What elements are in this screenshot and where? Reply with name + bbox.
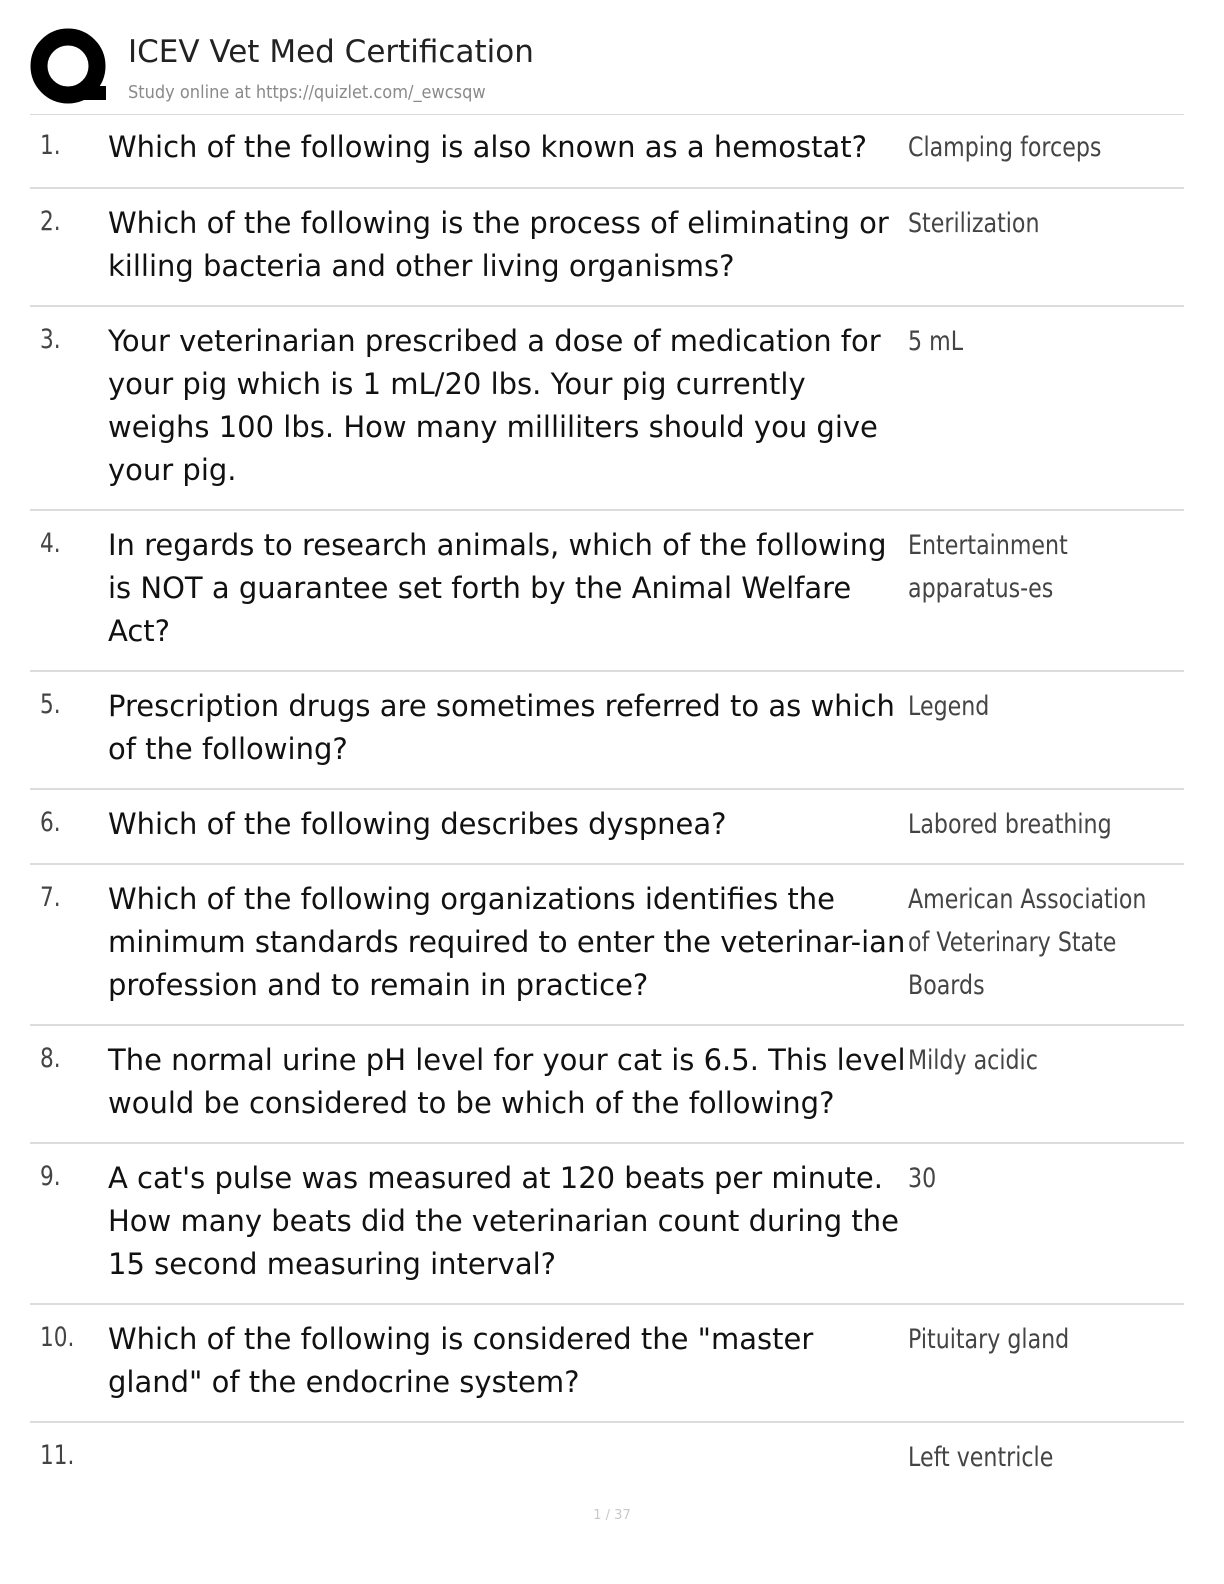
card-answer: Pituitary gland [908, 1324, 1070, 1355]
list-item [30, 1144, 1184, 1305]
page-number: 1 / 37 [593, 1508, 631, 1523]
card-question: In regards to research animals, which of the following is NOT a guarantee set forth by the Animal Welfare Act? [108, 528, 887, 648]
list-item [30, 511, 1184, 672]
card-number: 8. [40, 1043, 61, 1074]
card-answer: 30 [908, 1163, 937, 1194]
flashcard-list [30, 114, 1184, 1498]
card-answer: Clamping forceps [908, 132, 1102, 163]
card-answer: Labored breathing [908, 809, 1112, 840]
card-number: 7. [40, 882, 61, 913]
card-question: Which of the following organizations identifies the minimum standards required to enter the veterinar-ian profession and to remain in practice? [108, 882, 906, 1002]
card-answer: Sterilization [908, 208, 1040, 239]
page-header [30, 28, 1184, 115]
card-question: Which of the following is considered the "master gland" of the endocrine system? [108, 1322, 814, 1399]
quizlet-logo-icon [30, 28, 110, 108]
set-title: ICEV Vet Med Certification [128, 34, 534, 70]
list-item [30, 307, 1184, 511]
card-number: 10. [40, 1322, 75, 1353]
card-question: The normal urine pH level for your cat is 6.5. This level would be considered to be which of the following? [108, 1043, 906, 1120]
card-number: 9. [40, 1161, 61, 1192]
card-number: 4. [40, 528, 61, 559]
list-item [30, 1423, 1184, 1498]
card-question: Which of the following is also known as a hemostat? [108, 130, 868, 164]
study-online-link[interactable]: Study online at https://quizlet.com/_ewcsqw [128, 82, 486, 103]
list-item [30, 189, 1184, 307]
card-question: Prescription drugs are sometimes referred to as which of the following? [108, 689, 895, 766]
card-answer: Left ventricle [908, 1442, 1054, 1473]
list-item [30, 1305, 1184, 1423]
card-answer: Entertainment apparatus-es [908, 530, 1068, 604]
card-answer: Legend [908, 691, 990, 722]
card-number: 5. [40, 689, 61, 720]
card-number: 1. [40, 130, 61, 161]
card-answer: American Association of Veterinary State Boards [908, 884, 1147, 1001]
card-answer: Mildy acidic [908, 1045, 1038, 1076]
list-item [30, 790, 1184, 865]
card-answer: 5 mL [908, 326, 964, 357]
card-question: Which of the following is the process of eliminating or killing bacteria and other living organisms? [108, 206, 889, 283]
list-item [30, 114, 1184, 189]
list-item [30, 1026, 1184, 1144]
card-question: Your veterinarian prescribed a dose of medication for your pig which is 1 mL/20 lbs. Your pig currently weighs 100 lbs. How many milliliters should you give your pig. [108, 324, 881, 487]
list-item [30, 865, 1184, 1026]
card-number: 3. [40, 324, 61, 355]
card-question: A cat's pulse was measured at 120 beats per minute. How many beats did the veterinarian count during the 15 second measuring interval? [108, 1161, 899, 1281]
card-question: Which of the following describes dyspnea? [108, 807, 727, 841]
card-number: 6. [40, 807, 61, 838]
card-number: 2. [40, 206, 61, 237]
card-number: 11. [40, 1440, 75, 1471]
list-item [30, 672, 1184, 790]
